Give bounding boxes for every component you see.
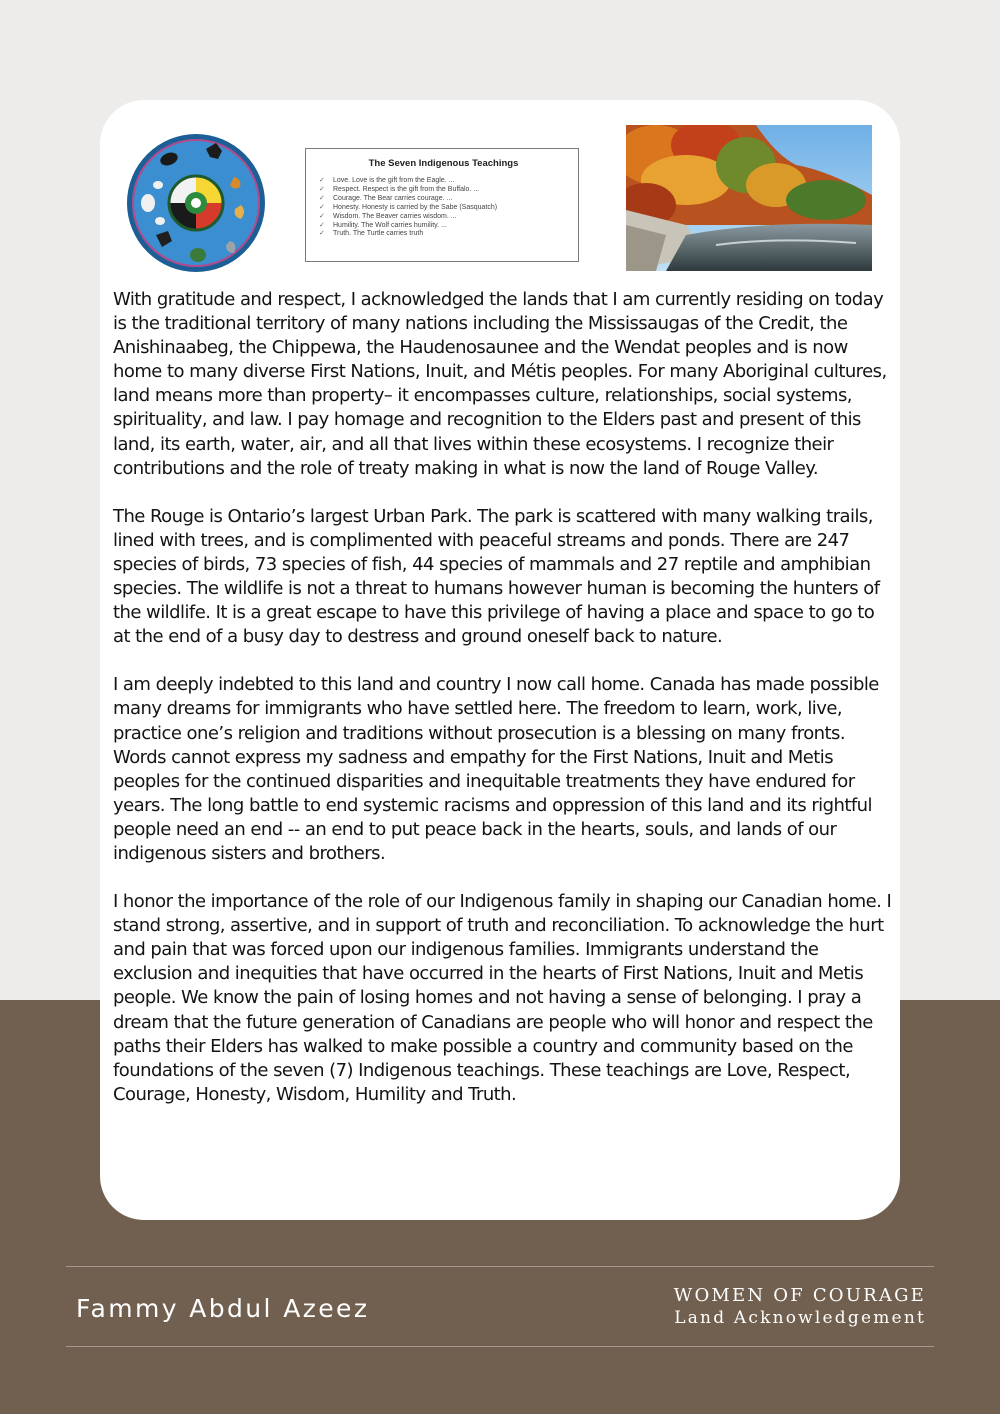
teaching-text: Respect. Respect is the gift from the Buffalo. ...	[333, 185, 480, 193]
list-item	[319, 222, 568, 231]
list-item	[319, 230, 568, 239]
list-item	[319, 213, 568, 222]
footer-brand	[674, 1284, 926, 1330]
rouge-valley-photo	[626, 125, 872, 271]
content-card	[100, 100, 900, 1220]
checkmark-icon: ✓	[319, 177, 325, 184]
paragraph: I am deeply indebted to this land and country I now call home. Canada has made possible many dreams for immigrants who have settled here. The freedom to learn, work, live, practice one’s religion and traditions without prosecution is a blessing on many fronts. Words cannot express my sadness and empathy for the First Nations, Inuit and Metis peoples for the continued disparities and inequitable treatments they have endured for years. The long battle to end systemic racisms and oppression of this land and its rightful people need an end -- an end to put peace back in the hearts, souls, and lands of our indigenous sisters and brothers.	[113, 674, 879, 864]
footer-bottom-divider	[66, 1346, 934, 1347]
list-item	[319, 186, 568, 195]
medicine-wheel-teachings-image	[126, 133, 266, 273]
teaching-text: Honesty. Honesty is carried by the Sabe (Sasquatch)	[333, 203, 498, 211]
seven-teachings-list	[319, 177, 568, 239]
paragraph: I honor the importance of the role of our Indigenous family in shaping our Canadian home. I stand strong, assertive, and in support of truth and reconciliation. To acknowledge the hurt and pain that was forced upon our indigenous families. Immigrants understand the exclusion and inequities that have occurred in the hearts of First Nations, Inuit and Metis people. We know the pain of losing homes and not having a sense of belonging. I pray a dream that the future generation of Canadians are people who will honor and respect the paths their Elders has walked to make possible a country and community based on the foundations of the seven (7) Indigenous teachings. These teachings are Love, Respect, Courage, Honesty, Wisdom, Humility and Truth.	[113, 891, 892, 1105]
checkmark-icon: ✓	[319, 230, 325, 238]
teaching-text: Humility. The Wolf carries humility. ...	[333, 221, 447, 229]
footer-top-divider	[66, 1266, 934, 1267]
checkmark-icon: ✓	[319, 185, 325, 193]
teaching-text: Courage. The Bear carries courage. ...	[333, 194, 453, 202]
brand-title: WOMEN OF COURAGE	[673, 1285, 926, 1306]
checkmark-icon: ✓	[319, 212, 325, 220]
seven-teachings-card	[305, 148, 579, 262]
list-item	[319, 195, 568, 204]
list-item	[319, 177, 568, 186]
list-item	[319, 204, 568, 213]
checkmark-icon: ✓	[319, 194, 325, 202]
paragraph: The Rouge is Ontario’s largest Urban Park. The park is scattered with many walking trails, lined with trees, and is complimented with peaceful streams and ponds. There are 247 species of birds, 73 species of fish, 44 species of mammals and 27 reptile and amphibian species. The wildlife is not a threat to humans however human is becoming the hunters of the wildlife. It is a great escape to have this privilege of having a place and space to go to at the end of a busy day to destress and ground oneself back to nature.	[113, 505, 880, 648]
checkmark-icon: ✓	[319, 203, 325, 211]
author-name: Fammy Abdul Azeez	[76, 1294, 370, 1323]
acknowledgement-body	[113, 288, 893, 1131]
seven-teachings-title: The Seven Indigenous Teachings	[368, 158, 519, 169]
teaching-text: Wisdom. The Beaver carries wisdom. ...	[333, 212, 457, 220]
paragraph: With gratitude and respect, I acknowledged the lands that I am currently residing on today is the traditional territory of many nations including the Mississaugas of the Credit, the Anishinaabeg, the Chippewa, the Haudenosaunee and the Wendat peoples and is now home to many diverse First Nations, Inuit, and Métis peoples. For many Aboriginal cultures, land means more than property– it encompasses culture, relationships, social systems, spirituality, and law. I pay homage and recognition to the Elders past and present of this land, its earth, water, air, and all that lives within these ecosystems. I recognize their contributions and the role of treaty making in what is now the land of Rouge Valley.	[113, 289, 887, 479]
teaching-text: Love. Love is the gift from the Eagle. ...	[333, 177, 455, 184]
teaching-text: Truth. The Turtle carries truth	[333, 230, 424, 238]
brand-subtitle: Land Acknowledgement	[674, 1308, 926, 1328]
checkmark-icon: ✓	[319, 221, 325, 229]
